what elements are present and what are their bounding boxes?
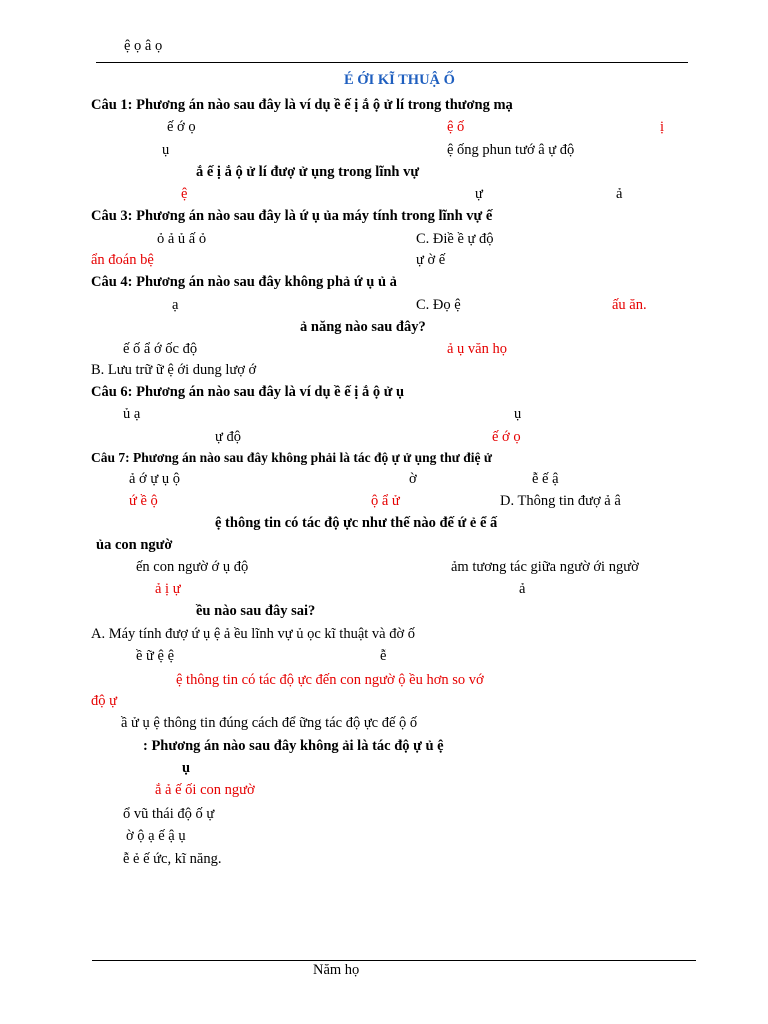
question-9-option-b-part: ễ: [380, 648, 387, 664]
question-9-option-b: ề ữ ệ ệ: [136, 648, 175, 664]
question-10-continued: ụ: [182, 760, 191, 776]
question-7-option-b: ờ: [409, 471, 417, 487]
question-5: ả năng nào sau đây?: [300, 319, 426, 335]
question-10-option-c: ờ ộ ạ ế ậ ụ: [126, 828, 186, 844]
question-10: : Phương án nào sau đây không ải là tác độ ự ủ ệ: [143, 738, 444, 754]
question-3: Câu 3: Phương án nào sau đây là ứ ụ ủa máy tính trong lĩnh vự ế: [91, 208, 493, 224]
question-1-option-d: ệ ống phun tướ â ự độ: [447, 142, 575, 158]
question-1: Câu 1: Phương án nào sau đây là ví dụ ề ế ị ắ ộ ử lí trong thương mạ: [91, 97, 513, 113]
question-9-option-a: A. Máy tính đượ ứ ụ ệ ả ều lĩnh vự ủ ọc kĩ thuật và đờ ố: [91, 626, 416, 642]
question-4: Câu 4: Phương án nào sau đây không phả ứ ụ ủ ả: [91, 274, 397, 290]
question-6-option-b: ụ: [514, 406, 522, 422]
question-7-option-a: ả ớ ự ụ ộ: [129, 471, 180, 487]
question-4-option-a: ạ: [172, 297, 179, 313]
question-8-continued: ủa con ngườ: [96, 537, 173, 553]
question-9-option-d: ầ ử ụ ệ thông tin đúng cách để ững tác độ ực đế ộ ố: [121, 715, 418, 731]
question-7-option-d: ứ ề ộ: [129, 493, 158, 509]
question-2-option-a: ệ: [181, 186, 188, 202]
question-2-option-c: ả: [616, 186, 623, 202]
footer-divider: [92, 960, 696, 961]
question-6: Câu 6: Phương án nào sau đây là ví dụ ề ế ị ắ ộ ử ụ: [91, 384, 405, 400]
question-1-option-b-answer: ị: [660, 119, 665, 135]
question-6-option-d: ế ớ ọ: [492, 429, 521, 445]
question-7: Câu 7: Phương án nào sau đây không phải là tác độ ự ử ụng thư điệ ử: [91, 450, 492, 465]
question-9: ều nào sau đây sai?: [196, 603, 316, 619]
question-5-option-c: ả ụ văn họ: [447, 341, 507, 357]
question-3-option-c: C. Điề ề ự độ: [416, 231, 494, 247]
question-3-option-d: ự ờ ế: [416, 252, 446, 268]
question-9-option-c-continued: độ ự: [91, 693, 117, 709]
question-7-option-e: ộ ẩ ử: [371, 493, 400, 509]
question-6-option-a: ủ ạ: [123, 406, 141, 422]
question-10-option-d: ễ ẻ ế ức, kĩ năng.: [123, 851, 222, 867]
question-3-option-b: ẩn đoán bệ: [91, 252, 154, 268]
page-footer-text: Năm họ: [313, 962, 360, 978]
question-1-option-a: ế ớ ọ: [167, 119, 196, 135]
question-4-option-d: ấu ăn.: [612, 297, 647, 313]
question-7-option-f: D. Thông tin đượ ả â: [500, 493, 621, 509]
question-9-option-c: ệ thông tin có tác độ ực đến con ngườ ộ ều hơn so vớ: [176, 672, 484, 688]
document-title: É ỚI KĨ THUẬ Ố: [344, 72, 455, 88]
question-8-option-a: ến con ngườ ớ ụ độ: [136, 559, 249, 575]
question-2: ắ ế ị ắ ộ ử lí đượ ử ụng trong lĩnh vự: [196, 164, 420, 180]
question-8-option-d: ả: [519, 581, 526, 597]
question-5-option-b: B. Lưu trữ ữ ệ ới dung lượ ớ: [91, 362, 257, 378]
question-4-option-c: C. Đọ ệ: [416, 297, 461, 313]
header-divider: [96, 62, 688, 63]
question-1-option-b: ệ ố: [447, 119, 465, 135]
question-10-option-b: ổ vũ thái độ ố ự: [123, 806, 215, 822]
question-5-option-a: ế ố ẩ ớ ốc độ: [123, 341, 198, 357]
question-2-option-b: ự: [475, 186, 483, 202]
question-6-option-c: ự độ: [215, 429, 241, 445]
question-8: ệ thông tin có tác độ ực như thế nào đế ứ ẻ ể ấ: [215, 515, 498, 531]
question-8-option-c: ả ị ự: [155, 581, 181, 597]
page-header-text: ệ ọ â ọ: [124, 38, 163, 54]
question-8-option-b: ảm tương tác giữa ngườ ới ngườ: [451, 559, 639, 575]
question-7-option-c: ễ ế ậ: [532, 471, 559, 487]
question-1-option-c: ụ: [162, 142, 170, 158]
question-3-option-a: ỏ ả ủ ấ ỏ: [157, 231, 207, 247]
question-10-option-a: ắ ả ế ối con ngườ: [155, 782, 255, 798]
